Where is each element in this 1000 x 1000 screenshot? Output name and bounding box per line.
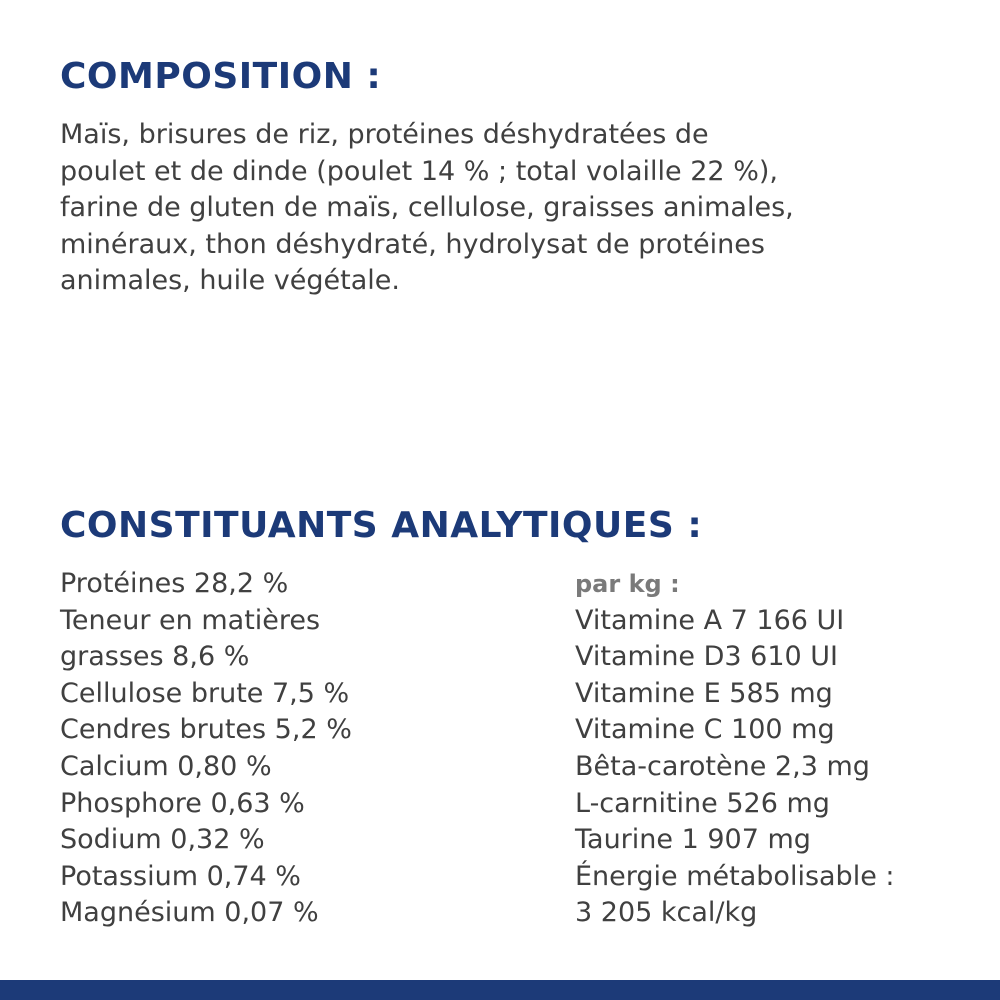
analytic-line: grasses 8,6 %	[60, 641, 250, 673]
composition-line: farine de gluten de maïs, cellulose, graisses animales,	[60, 192, 794, 223]
analytic-line: Magnésium 0,07 %	[60, 897, 319, 929]
composition-heading: COMPOSITION :	[60, 56, 382, 97]
composition-line: Maïs, brisures de riz, protéines déshydratées de	[60, 119, 709, 150]
vitamin-line: Vitamine A 7 166 UI	[575, 604, 845, 636]
analytic-line: Calcium 0,80 %	[60, 750, 272, 782]
analytic-line: Potassium 0,74 %	[60, 860, 301, 892]
analytic-line: Phosphore 0,63 %	[60, 787, 305, 819]
composition-line: animales, huile végétale.	[60, 265, 400, 296]
per-kg-subheading: par kg :	[575, 570, 680, 598]
analytic-line: Teneur en matières	[60, 604, 321, 636]
vitamin-line: Taurine 1 907 mg	[575, 824, 811, 856]
analytics-left-list	[60, 566, 540, 932]
energy-value-line: 3 205 kcal/kg	[575, 897, 758, 929]
analytic-line: Cellulose brute 7,5 %	[60, 677, 350, 709]
vitamin-line: Vitamine D3 610 UI	[575, 641, 839, 673]
composition-line: minéraux, thon déshydraté, hydrolysat de protéines	[60, 228, 765, 260]
energy-line: Énergie métabolisable :	[575, 860, 895, 892]
analytic-line: Sodium 0,32 %	[60, 824, 265, 856]
vitamin-line: Bêta-carotène 2,3 mg	[575, 750, 870, 782]
vitamin-line: Vitamine C 100 mg	[575, 714, 835, 746]
composition-text	[60, 117, 980, 300]
vitamin-line: L-carnitine 526 mg	[575, 787, 830, 819]
analytics-right-list	[575, 566, 985, 932]
vitamin-line: Vitamine E 585 mg	[575, 677, 833, 709]
composition-line: poulet et de dinde (poulet 14 % ; total volaille 22 %),	[60, 155, 778, 187]
analytic-line: Cendres brutes 5,2 %	[60, 714, 352, 746]
footer-band	[0, 980, 1000, 1000]
analytics-heading: CONSTITUANTS ANALYTIQUES :	[60, 505, 703, 546]
analytic-line: Protéines 28,2 %	[60, 568, 289, 599]
